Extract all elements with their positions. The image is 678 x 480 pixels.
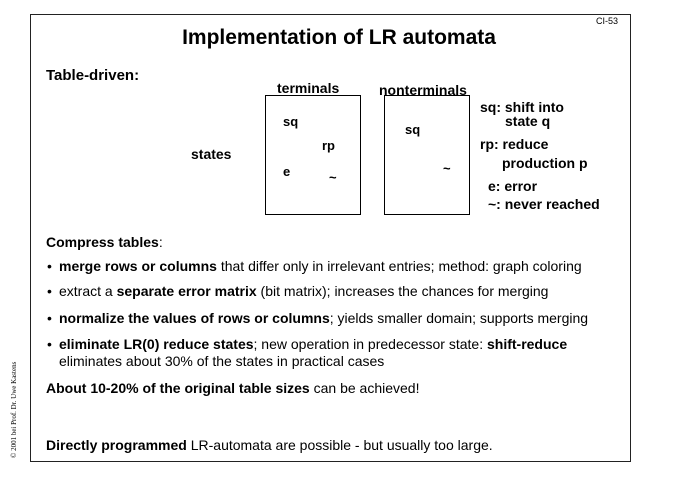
bullet-dot: • <box>47 258 52 274</box>
table-driven-heading: Table-driven: <box>46 67 140 84</box>
legend-shift: sq: shift into <box>480 99 564 115</box>
nonterminals-label: nonterminals <box>379 82 467 98</box>
bullet-dot: • <box>47 310 52 326</box>
nonterminals-entry-sq: sq <box>405 122 421 137</box>
terminals-entry-sq: sq <box>283 114 299 129</box>
legend-never: ~: never reached <box>488 196 600 212</box>
slide-id: CI-53 <box>596 16 619 26</box>
terminals-entry-rp: rp <box>322 138 335 153</box>
terminals-entry-never: ~ <box>329 170 337 185</box>
nonterminals-table <box>384 95 470 215</box>
directly-line: Directly programmed LR-automata are possible - but usually too large. <box>46 437 493 453</box>
bullet-dot: • <box>47 336 52 352</box>
legend-reduce-cont: production p <box>502 155 588 171</box>
legend-error: e: error <box>488 178 538 194</box>
terminals-entry-e: e <box>283 164 291 179</box>
legend-reduce: rp: reduce <box>480 136 549 152</box>
compress-heading: Compress tables: <box>46 234 163 250</box>
copyright: © 2001 bei Prof. Dr. Uwe Kastens <box>10 361 18 458</box>
about-line: About 10-20% of the original table sizes can be achieved! <box>46 380 420 396</box>
nonterminals-entry-never: ~ <box>443 161 451 176</box>
states-label: states <box>191 146 232 162</box>
terminals-label: terminals <box>277 80 340 96</box>
legend-shift-cont: state q <box>505 113 551 129</box>
slide-title: Implementation of LR automata <box>182 26 496 49</box>
terminals-table <box>265 95 361 215</box>
bullet-dot: • <box>47 283 52 299</box>
